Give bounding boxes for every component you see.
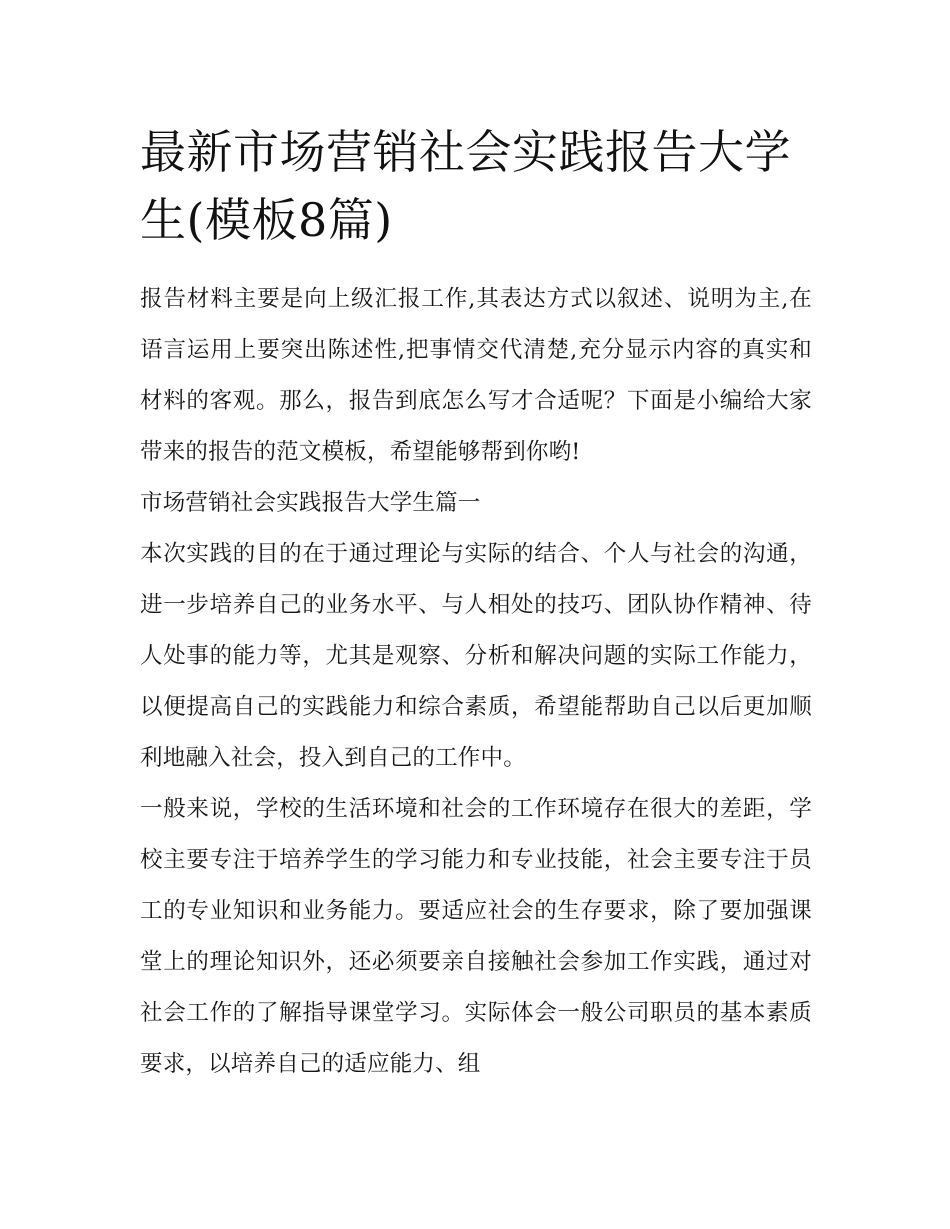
body-paragraph-2: 一般来说，学校的生活环境和社会的工作环境存在很大的差距，学校主要专注于培养学生的学习能力和专业技能，社会主要专注于员工的专业知识和业务能力。要适应社会的生存要求，除了要加强课堂上的理论知识外，还必须要亲自接触社会参加工作实践，通过对社会工作的了解指导课堂学习。实际体会一般公司职员的基本素质要求，以培养自己的适应能力、组 bbox=[140, 796, 812, 1077]
document-body bbox=[140, 118, 812, 1090]
body-paragraph-1: 本次实践的目的在于通过理论与实际的结合、个人与社会的沟通，进一步培养自己的业务水平、与人相处的技巧、团队协作精神、待人处事的能力等，尤其是观察、分析和解决问题的实际工作能力，以便提高自己的实践能力和综合素质，希望能帮助自己以后更加顺利地融入社会，投入到自己的工作中。 bbox=[140, 541, 812, 771]
document-title: 最新市场营销社会实践报告大学生(模板8篇) bbox=[140, 125, 791, 247]
intro-paragraph: 报告材料主要是向上级汇报工作,其表达方式以叙述、说明为主,在语言运用上要突出陈述性,把事情交代清楚,充分显示内容的真实和材料的客观。那么，报告到底怎么写才合适呢？下面是小编给大家带来的报告的范文模板，希望能够帮到你哟! bbox=[140, 286, 812, 465]
section-heading: 市场营销社会实践报告大学生篇一 bbox=[140, 490, 481, 516]
